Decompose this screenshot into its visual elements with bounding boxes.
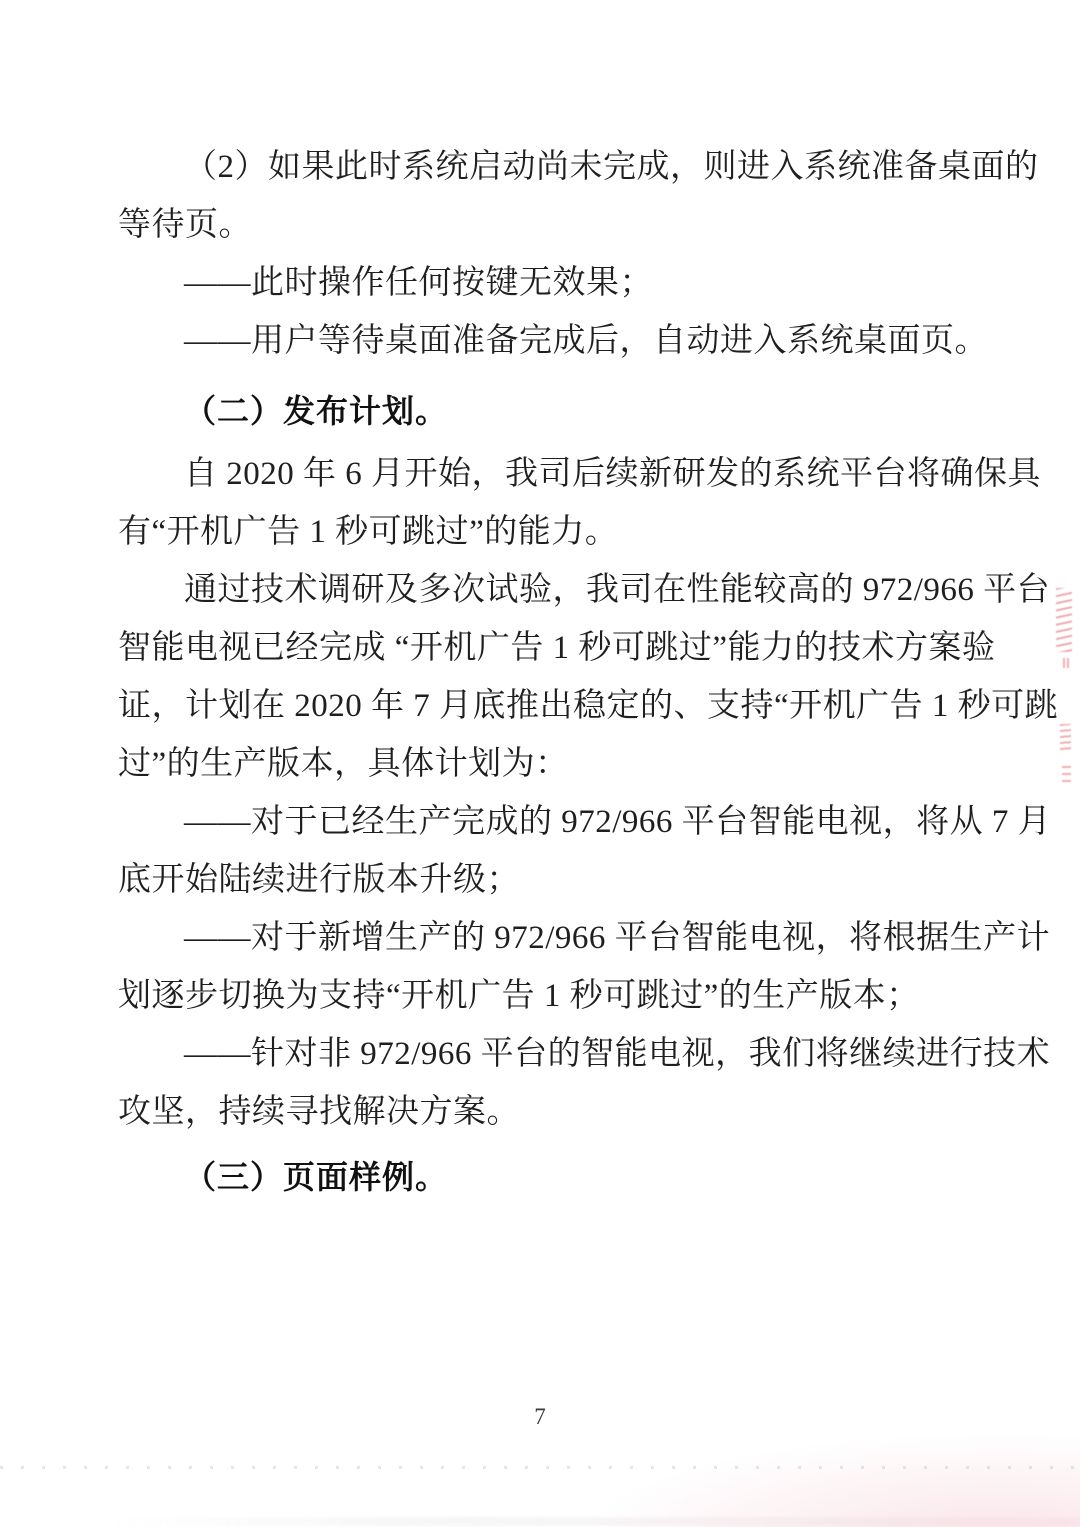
list-item-line: ——此时操作任何按键无效果； bbox=[184, 265, 653, 301]
paragraph-line: 等待页。 bbox=[118, 207, 252, 243]
list-item-line: ——对于新增生产的 972/966 平台智能电视，将根据生产计 bbox=[184, 920, 1051, 956]
list-item-line: 底开始陆续进行版本升级； bbox=[118, 862, 520, 898]
list-item-line: 攻坚，持续寻找解决方案。 bbox=[118, 1094, 520, 1130]
red-edge-annotation-artifact bbox=[1060, 724, 1071, 750]
list-item-line: ——用户等待桌面准备完成后，自动进入系统桌面页。 bbox=[184, 323, 988, 359]
paragraph-line: 智能电视已经完成 “开机广告 1 秒可跳过”能力的技术方案验 bbox=[118, 630, 996, 666]
paragraph-line: 证，计划在 2020 年 7 月底推出稳定的、支持“开机广告 1 秒可跳 bbox=[118, 688, 1059, 724]
paragraph-line: 通过技术调研及多次试验，我司在性能较高的 972/966 平台 bbox=[184, 572, 1051, 608]
list-item-line: ——对于已经生产完成的 972/966 平台智能电视，将从 7 月 bbox=[184, 804, 1052, 840]
section-heading-page-samples: （三）页面样例。 bbox=[184, 1159, 449, 1195]
document-body bbox=[118, 146, 1059, 1219]
paragraph-line: （2）如果此时系统启动尚未完成，则进入系统准备桌面的 bbox=[184, 149, 1039, 185]
section-heading-release-plan: （二）发布计划。 bbox=[184, 393, 449, 429]
paragraph-line: 过”的生产版本，具体计划为： bbox=[118, 746, 569, 782]
list-item-line: 划逐步切换为支持“开机广告 1 秒可跳过”的生产版本； bbox=[118, 978, 920, 1014]
list-item-line: ——针对非 972/966 平台的智能电视，我们将继续进行技术 bbox=[184, 1036, 1051, 1072]
paragraph-line: 有“开机广告 1 秒可跳过”的能力。 bbox=[118, 514, 619, 550]
red-edge-annotation-artifact bbox=[1062, 766, 1071, 784]
red-edge-annotation-artifact bbox=[1056, 588, 1072, 652]
scan-smudge-artifact bbox=[110, 1517, 1080, 1526]
page-number: 7 bbox=[534, 1404, 546, 1429]
paragraph-line: 自 2020 年 6 月开始，我司后续新研发的系统平台将确保具 bbox=[184, 456, 1041, 492]
red-edge-annotation-artifact bbox=[1063, 658, 1071, 668]
scan-smudge-artifact bbox=[580, 1432, 1080, 1527]
